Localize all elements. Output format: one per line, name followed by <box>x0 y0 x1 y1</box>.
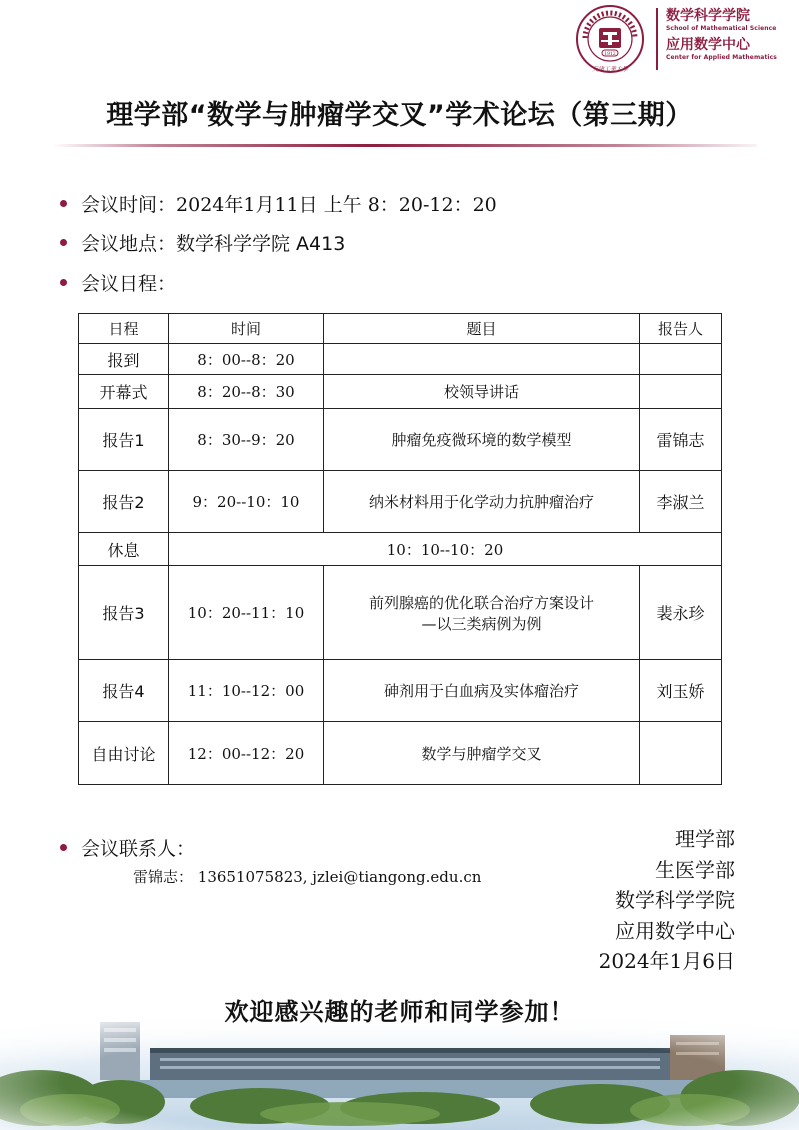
row-speaker: 裴永珍 <box>640 566 722 660</box>
bullet-icon <box>60 279 67 286</box>
table-row <box>79 533 722 566</box>
table-header-row <box>79 314 722 344</box>
row-speaker <box>640 375 722 409</box>
row-time: 9：20--10：10 <box>169 471 324 533</box>
column-header-item: 日程 <box>79 314 169 344</box>
row-item: 报告2 <box>79 471 169 533</box>
row-item: 报到 <box>79 344 169 375</box>
row-time: 8：20--8：30 <box>169 375 324 409</box>
meeting-place-line <box>60 229 345 256</box>
row-topic <box>324 566 640 660</box>
row-time: 8：00--8：20 <box>169 344 324 375</box>
bullet-icon <box>60 844 67 851</box>
meeting-place-value: 数学科学学院 A413 <box>176 233 346 255</box>
table-row <box>79 471 722 533</box>
row-topic: 纳米材料用于化学动力抗肿瘤治疗 <box>324 471 640 533</box>
meeting-time-value: 2024年1月11日 上午 8：20-12：20 <box>176 194 497 216</box>
table-row <box>79 660 722 722</box>
column-header-speaker: 报告人 <box>640 314 722 344</box>
meeting-place-label: 会议地点： <box>81 233 177 255</box>
contact-details[interactable]: 13651075823, jzlei@tiangong.edu.cn <box>197 868 482 886</box>
table-row <box>79 375 722 409</box>
meeting-agenda-line <box>60 269 176 296</box>
organizer-item: 数学科学学院 <box>615 888 735 912</box>
campus-illustration <box>0 1010 799 1130</box>
row-topic <box>324 344 640 375</box>
contact-name: 雷锦志： <box>133 868 194 886</box>
row-topic-line1: 前列腺癌的优化联合治疗方案设计 <box>368 593 594 612</box>
row-topic: 数学与肿瘤学交叉 <box>324 722 640 785</box>
row-topic: 校领导讲话 <box>324 375 640 409</box>
row-speaker <box>640 722 722 785</box>
bullet-icon <box>60 239 67 246</box>
row-speaker: 刘玉娇 <box>640 660 722 722</box>
row-time: 12：00--12：20 <box>169 722 324 785</box>
row-topic: 肿瘤免疫微环境的数学模型 <box>324 409 640 471</box>
row-speaker <box>640 344 722 375</box>
organizer-item: 应用数学中心 <box>615 918 735 943</box>
row-item: 报告3 <box>79 566 169 660</box>
row-time: 8：30--9：20 <box>169 409 324 471</box>
university-seal-logo <box>575 4 645 74</box>
row-item: 报告1 <box>79 409 169 471</box>
schedule-table <box>78 313 722 785</box>
title-underline <box>52 144 757 147</box>
row-item: 开幕式 <box>79 375 169 409</box>
contact-line <box>133 866 481 887</box>
school-name-cn: 数学科学学院 <box>666 8 750 24</box>
row-time: 10：20--11：10 <box>169 566 324 660</box>
table-row <box>79 409 722 471</box>
organizers-block <box>599 824 735 977</box>
row-item: 自由讨论 <box>79 722 169 785</box>
row-time: 10：10--10：20 <box>169 533 722 566</box>
row-time: 11：10--12：00 <box>169 660 324 722</box>
row-speaker: 李淑兰 <box>640 471 722 533</box>
table-row <box>79 344 722 375</box>
meeting-time-line <box>60 190 497 217</box>
column-header-time: 时间 <box>169 314 324 344</box>
welcome-banner: 欢迎感兴趣的老师和同学参加！ <box>224 998 575 1026</box>
table-row <box>79 566 722 660</box>
school-name-block <box>666 8 777 62</box>
center-name-en: Center for Applied Mathematics <box>666 54 777 61</box>
seal-inscription: 天津工業大學 <box>591 66 629 73</box>
row-item: 报告4 <box>79 660 169 722</box>
center-name-cn: 应用数学中心 <box>666 37 750 53</box>
contact-label: 会议联系人： <box>81 838 196 860</box>
row-topic: 砷剂用于白血病及实体瘤治疗 <box>324 660 640 722</box>
column-header-topic: 题目 <box>324 314 640 344</box>
row-speaker: 雷锦志 <box>640 409 722 471</box>
bullet-icon <box>60 200 67 207</box>
logo-divider <box>656 8 658 70</box>
seal-year: 1912 <box>604 52 616 57</box>
row-topic-line2: —以三类病例为例 <box>421 614 542 633</box>
contact-heading <box>60 834 195 861</box>
organizer-item: 理学部 <box>675 827 735 851</box>
table-row <box>79 722 722 785</box>
organizer-item: 生医学部 <box>655 857 735 882</box>
issue-date: 2024年1月6日 <box>598 949 735 973</box>
meeting-agenda-label: 会议日程： <box>81 273 177 295</box>
meeting-time-label: 会议时间： <box>81 194 177 216</box>
page-title: 理学部“数学与肿瘤学交叉”学术论坛（第三期） <box>106 100 693 131</box>
row-item: 休息 <box>79 533 169 566</box>
school-name-en: School of Mathematical Science <box>666 25 777 32</box>
